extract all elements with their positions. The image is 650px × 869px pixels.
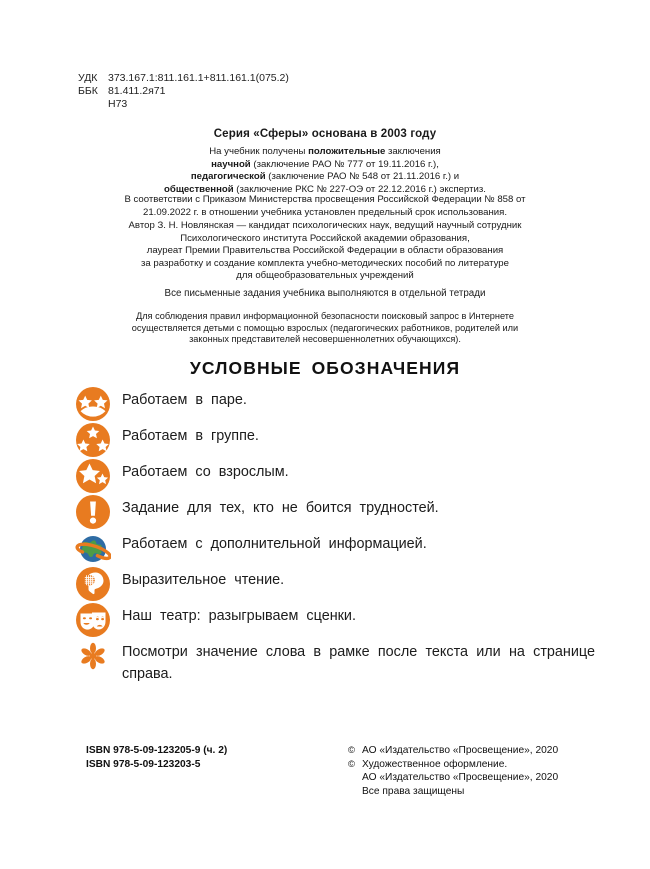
legend-item-label: Задание для тех, кто не боится трудностей. xyxy=(122,500,439,516)
two-stars-icon xyxy=(75,386,111,422)
copyright-mark-icon: © xyxy=(348,745,355,756)
expertise-block xyxy=(0,146,650,196)
classification-codes xyxy=(78,72,289,111)
expertise-l3-c: (заключение РАО № 548 от 21.11.2016 г.) и xyxy=(265,171,460,183)
ministry-order-block xyxy=(0,194,650,219)
copyright-block xyxy=(348,744,558,798)
exclamation-mark-icon xyxy=(75,494,111,530)
legend-item-extra-info xyxy=(0,530,650,566)
author-block xyxy=(0,220,650,283)
globe-icon xyxy=(75,530,111,566)
legend-item-label: Выразительное чтение. xyxy=(122,572,285,588)
order-line-1: В соответствии с Приказом Министерства просвещения Российской Федерации № 858 от xyxy=(124,194,526,205)
asterisk-icon xyxy=(75,638,111,674)
expertise-l3-b: педагогической xyxy=(190,171,266,183)
expertise-l2-c: (заключение РАО № 777 от 19.11.2016 г.), xyxy=(250,158,439,170)
legend-item-challenge xyxy=(0,494,650,530)
expertise-l2-b: научной xyxy=(211,158,251,170)
author-sign-label xyxy=(78,98,108,111)
copyright-text: Художественное оформление. xyxy=(362,758,508,770)
author-sign-value: Н73 xyxy=(108,98,128,110)
udk-label: УДК xyxy=(78,72,98,84)
safety-line-1: Для соблюдения правил информационной безопасности поисковый запрос в Интернете xyxy=(135,311,515,321)
expertise-l4-b: общественной xyxy=(164,183,234,195)
speaking-head-icon xyxy=(75,566,111,602)
isbn-block xyxy=(86,744,227,771)
legend-item-label: Наш театр: разыгрываем сценки. xyxy=(122,608,356,624)
legend-item-label: Работаем с дополнительной информацией. xyxy=(122,536,427,552)
safety-line-2: осуществляется детьми с помощью взрослых (педагогических работников, родителей или xyxy=(131,322,519,333)
three-stars-icon xyxy=(75,422,111,458)
legend-heading-part1: УСЛОВНЫЕ xyxy=(189,358,302,378)
expertise-line-1 xyxy=(0,146,650,159)
code-row-author-sign xyxy=(78,98,289,111)
bbk-value: 81.411.2я71 xyxy=(108,85,166,97)
author-line-4: за разработку и создание комплекта учебно-методических пособий по литературе xyxy=(141,257,509,269)
isbn-line-1: ISBN 978-5-09-123205-9 (ч. 2) xyxy=(86,745,228,756)
code-row-bbk xyxy=(78,85,289,98)
copyright-text: Все права защищены xyxy=(362,785,465,797)
theater-masks-icon xyxy=(75,602,111,638)
legend-item-label: Работаем со взрослым. xyxy=(122,464,289,480)
legend-item-pair xyxy=(0,386,650,422)
legend-item-group xyxy=(0,422,650,458)
legend-item-expressive-reading xyxy=(0,566,650,602)
author-line-3: лауреат Премии Правительства Российской Федерации в области образования xyxy=(146,245,504,257)
author-line-5: для общеобразовательных учреждений xyxy=(236,270,414,282)
legend-heading-part2: ОБОЗНАЧЕНИЯ xyxy=(311,358,461,378)
order-line-2: 21.09.2022 г. в отношении учебника установлен предельный срок использования. xyxy=(142,206,508,218)
big-and-small-star-icon xyxy=(75,458,111,494)
code-row-udk xyxy=(78,72,289,85)
copyright-mark-icon: © xyxy=(348,758,355,770)
bbk-label: ББК xyxy=(78,85,98,97)
copyright-line xyxy=(348,758,558,772)
copyright-text: АО «Издательство «Просвещение», 2020 xyxy=(362,772,559,783)
copyright-text: АО «Издательство «Просвещение», 2020 xyxy=(362,745,559,756)
safety-line-3: законных представителей несовершеннолетних обучающихся). xyxy=(189,334,461,345)
isbn-line-2: ISBN 978-5-09-123203-5 xyxy=(86,758,201,770)
legend-item-label: Посмотри значение слова в рамке после текста или на странице справа. xyxy=(122,644,595,682)
legend-heading-gap xyxy=(302,358,312,378)
copyright-line xyxy=(348,785,558,799)
legend-heading xyxy=(0,358,650,379)
legend-item-label: Работаем в группе. xyxy=(122,428,259,444)
notebook-note: Все письменные задания учебника выполняются в отдельной тетради xyxy=(164,288,486,299)
expertise-l4-c: (заключение РКС № 227-ОЭ от 22.12.2016 г.) экспертиз. xyxy=(233,183,486,195)
expertise-l1-c: заключения xyxy=(385,146,441,157)
expertise-l1-b: положительные xyxy=(308,146,386,157)
author-line-1: Автор З. Н. Новлянская — кандидат психологических наук, ведущий научный сотрудник xyxy=(128,220,522,231)
legend-item-adult xyxy=(0,458,650,494)
copyright-line xyxy=(348,744,558,758)
udk-value: 373.167.1:811.161.1+811.161.1(075.2) xyxy=(108,72,289,84)
legend-item-theatre xyxy=(0,602,650,638)
legend-item-label: Работаем в паре. xyxy=(122,392,247,408)
legend-list xyxy=(0,386,650,688)
copyright-line xyxy=(348,771,558,785)
expertise-l1-a: На учебник получены xyxy=(209,146,309,157)
series-line: Серия «Сферы» основана в 2003 году xyxy=(213,128,437,140)
internet-safety-note xyxy=(0,311,650,346)
expertise-line-3 xyxy=(0,171,650,184)
legend-item-asterisk-note xyxy=(0,638,650,688)
author-line-2: Психологического института Российской академии образования, xyxy=(180,232,470,244)
expertise-line-2 xyxy=(0,159,650,172)
